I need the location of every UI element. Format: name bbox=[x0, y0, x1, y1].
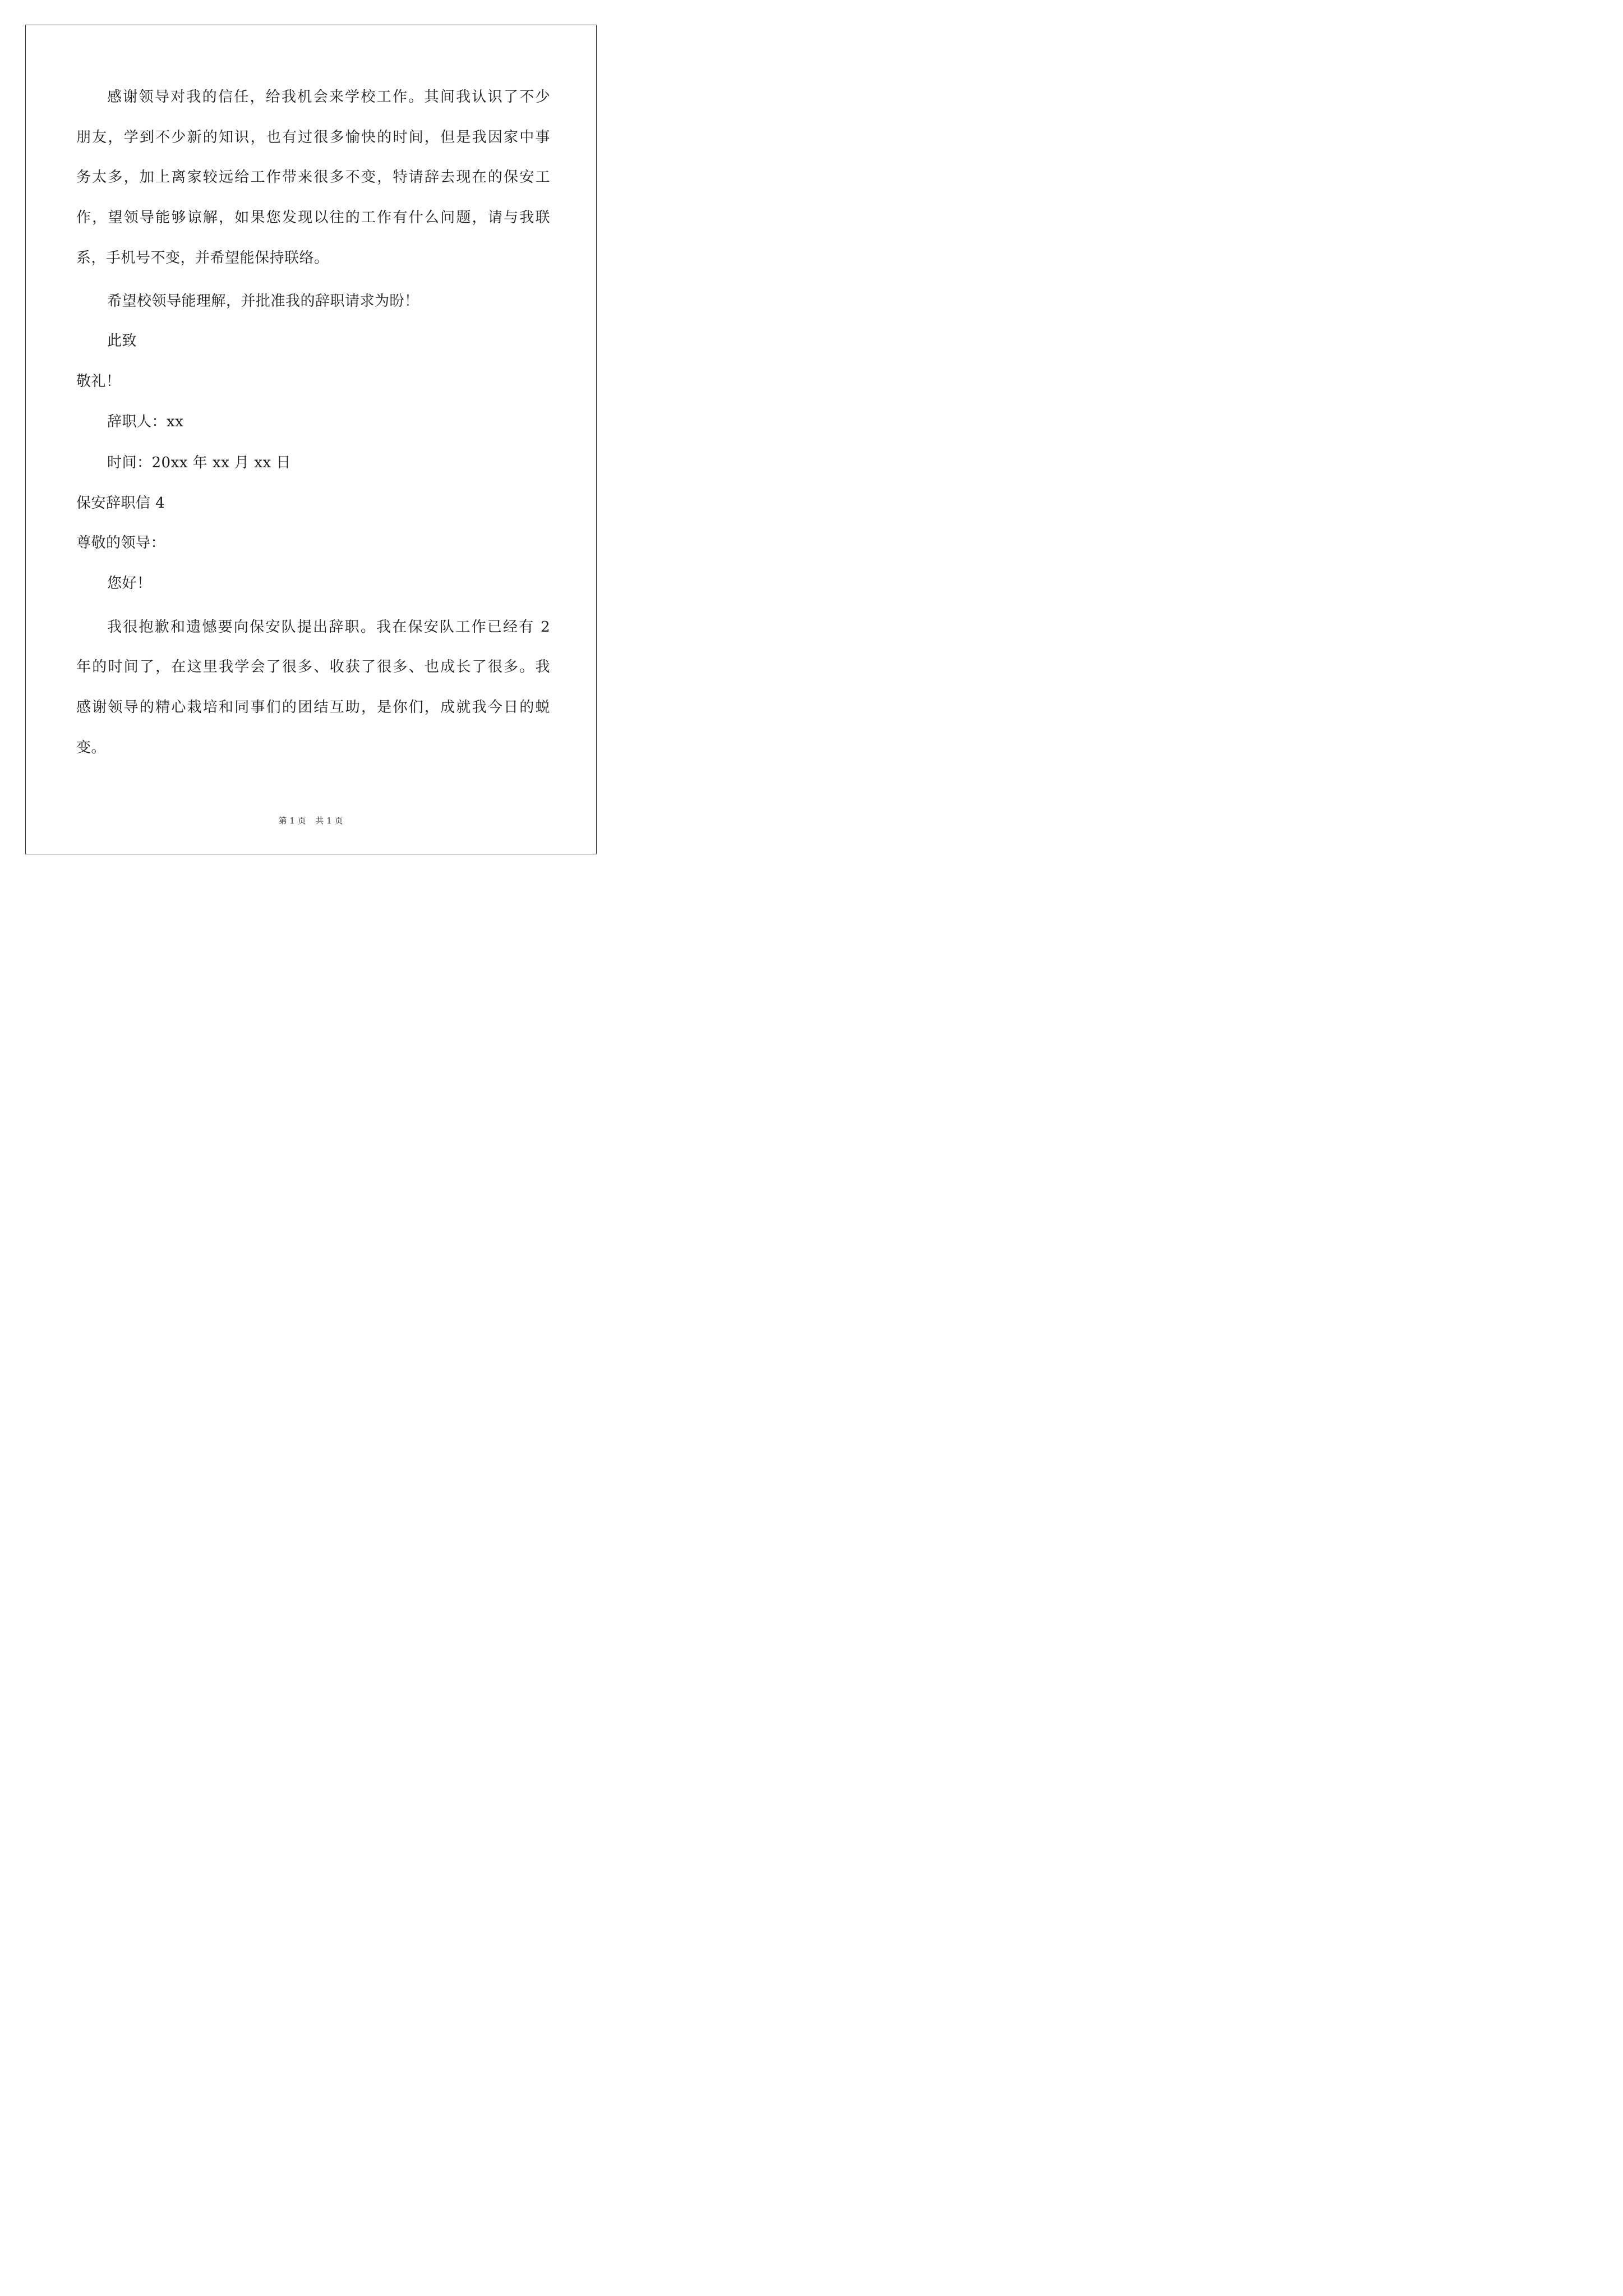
closing-jing-li: 敬礼！ bbox=[76, 373, 121, 390]
page-number-total: 共 1 页 bbox=[315, 816, 343, 826]
signer-line: 辞职人：xx bbox=[107, 413, 184, 430]
paragraph-2: 希望校领导能理解，并批准我的辞职请求为盼！ bbox=[107, 293, 419, 310]
closing-ci-zhi: 此致 bbox=[107, 333, 137, 349]
paragraph-1-line-1: 感谢领导对我的信任，给我机会来学校工作。其间我认识了不少 bbox=[107, 89, 550, 105]
paragraph-1-line-3: 务太多，加上离家较远给工作带来很多不变，特请辞去现在的保安工 bbox=[76, 169, 550, 186]
page-border bbox=[25, 25, 597, 854]
page-number-current: 第 1 页 bbox=[278, 816, 306, 826]
paragraph-3-line-3: 感谢领导的精心栽培和同事们的团结互助，是你们，成就我今日的蜕 bbox=[76, 699, 550, 716]
greeting: 您好！ bbox=[107, 575, 152, 592]
paragraph-3-line-2: 年的时间了，在这里我学会了很多、收获了很多、也成长了很多。我 bbox=[76, 659, 550, 675]
section-title: 保安辞职信 4 bbox=[76, 495, 165, 512]
paragraph-1-line-5: 系，手机号不变，并希望能保持联络。 bbox=[76, 250, 329, 266]
paragraph-3-line-1: 我很抱歉和遗憾要向保安队提出辞职。我在保安队工作已经有 2 bbox=[107, 619, 550, 636]
salutation: 尊敬的领导： bbox=[76, 535, 166, 551]
paragraph-1-line-4: 作，望领导能够谅解，如果您发现以往的工作有什么问题，请与我联 bbox=[76, 209, 550, 226]
date-line: 时间：20xx 年 xx 月 xx 日 bbox=[107, 454, 291, 471]
paragraph-1-line-2: 朋友，学到不少新的知识，也有过很多愉快的时间，但是我因家中事 bbox=[76, 129, 550, 146]
page-footer bbox=[0, 815, 621, 826]
paragraph-3-line-4: 变。 bbox=[76, 739, 107, 756]
